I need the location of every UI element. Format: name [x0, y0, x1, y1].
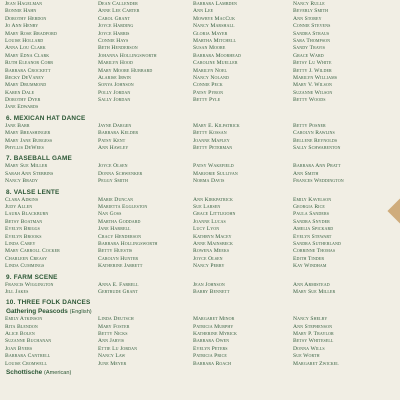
cast-name: June Meyer — [98, 360, 127, 367]
cast-name: Johanna Hollingsworth — [98, 52, 157, 59]
cast-row — [3, 211, 400, 218]
cast-name: Jean Hagelman — [5, 1, 43, 7]
cast-row — [3, 331, 400, 338]
cast-name — [187, 104, 285, 111]
cast-name: Marie Duncan — [98, 196, 134, 203]
cast-name: Nancy Marshall — [193, 23, 235, 30]
cast-name: Joyce Harding — [98, 23, 134, 30]
cast-name: Jean Johnson — [193, 281, 225, 288]
cast-row — [3, 163, 400, 170]
cast-name: Barbara Lambden — [193, 1, 238, 7]
cast-name: Nancy Law — [98, 353, 126, 360]
cast-name: Karen Dale — [5, 89, 35, 96]
cast-name: Suzanne Buchanan — [5, 338, 52, 345]
cast-name: Linda Carey — [5, 240, 36, 247]
cast-row — [3, 53, 400, 60]
cast-name: Gertrude Grant — [98, 288, 138, 295]
cast-name: Beth Henderson — [98, 45, 138, 52]
cast-row — [3, 204, 400, 211]
cast-name: Emily Kavelson — [293, 196, 332, 203]
cast-name: Evelyn Stewart — [293, 233, 332, 240]
cast-name: Carolyn Rawlins — [293, 130, 335, 137]
cast-row — [3, 97, 400, 104]
cast-name: Connie Peck — [193, 82, 223, 89]
cast-name: Phyllis DeWees — [5, 145, 45, 152]
cast-row — [3, 82, 400, 89]
cast-name: Marietta Eggleston — [98, 203, 148, 210]
cast-name: Betty Woods — [293, 97, 326, 104]
cast-name: Joanne Mapley — [193, 137, 230, 144]
cast-name: Sally Schwabenton — [293, 145, 341, 152]
cast-name: Mary Sue Miller — [5, 163, 48, 170]
cast-row — [3, 68, 400, 75]
cast-name: Rowena Meeks — [193, 248, 230, 255]
cast-name: Mary Rose Bradford — [5, 30, 57, 37]
cast-name: Marjorie Sullivan — [193, 170, 238, 177]
cast-name: Sally Jordan — [98, 97, 131, 104]
subheading-note: (American) — [44, 370, 72, 377]
cast-name: Ann Lee — [193, 8, 214, 15]
cast-name: Mary Drummond — [5, 82, 47, 89]
cast-name: Betsy Boatman — [5, 218, 43, 225]
cast-row — [3, 178, 400, 185]
cast-name: Barbara Roach — [193, 360, 232, 367]
cast-row — [3, 226, 400, 233]
cast-row — [3, 45, 400, 52]
cast-name: Ettie Lu Jordan — [98, 345, 138, 352]
cast-name: Cracy Henderson — [98, 233, 142, 240]
cast-row — [3, 289, 400, 296]
cast-name: Grace Littlejohn — [193, 211, 236, 218]
cast-name: Sarah Ann Stebbins — [5, 170, 54, 177]
cast-name: Peggy Smith — [98, 178, 129, 185]
cast-name: Sandy Travis — [293, 45, 326, 52]
cast-row — [3, 130, 400, 137]
subheading-title: Schottische — [6, 369, 43, 377]
cast-name: Anna E. Farrell — [98, 281, 139, 288]
cast-name: Anna Lou Clark — [5, 45, 46, 52]
cast-row — [3, 256, 400, 263]
cast-name: Patsy Kent — [98, 137, 126, 144]
cast-name: Connie Stevens — [293, 23, 331, 30]
cast-name: Rita Blendon — [5, 323, 38, 330]
cast-name: Nancy Perry — [193, 263, 225, 270]
cast-name: Patricia Price — [193, 353, 227, 360]
cast-name: Betty Nicks — [98, 331, 128, 338]
cast-name: Mary Edna Clark — [5, 52, 50, 59]
cast-row — [3, 145, 400, 152]
cast-name: Alice Bolen — [5, 331, 35, 338]
cast-name: Lucy Lyon — [193, 226, 220, 233]
cast-name: Ann Stephenson — [293, 323, 333, 330]
cast-name: Patsy Wakefield — [193, 163, 234, 170]
cast-name: Mary Carroll Cocker — [5, 248, 60, 255]
cast-name: Mary E. Kilpatrick — [193, 122, 240, 129]
cast-row — [3, 219, 400, 226]
cast-name: Marilyn Hood — [98, 60, 133, 67]
section-heading-valse-lente: 8. VALSE LENTE — [6, 188, 60, 196]
cast-name: Betsy Whitesell — [293, 338, 334, 345]
cast-name: Joyce Olsen — [98, 163, 128, 170]
cast-name: Becky DeVaney — [5, 74, 44, 81]
section-heading-baseball-game: 7. BASEBALL GAME — [6, 155, 72, 163]
cast-name: Charleen Creasy — [5, 255, 48, 262]
cast-name: Kay Windham — [293, 263, 327, 270]
cast-row — [3, 138, 400, 145]
cast-name: Ann Hawley — [98, 145, 129, 152]
cast-name: Mary V. Wilson — [293, 82, 332, 89]
cast-name: Donna Schwenker — [98, 170, 143, 177]
cast-list-mexican-hat-dance — [3, 123, 400, 153]
cast-row — [3, 90, 400, 97]
cast-row — [3, 123, 400, 130]
cast-name: Nancy Rulle — [293, 1, 325, 7]
cast-name: Ann Smith — [293, 170, 319, 177]
cast-name — [95, 104, 187, 111]
section-heading-three-folk-dances: 10. THREE FOLK DANCES — [6, 299, 91, 307]
cast-name: Mary Sue Miller — [293, 288, 336, 295]
cast-row — [3, 361, 400, 368]
cast-name: Dorothy Hebdon — [5, 15, 47, 22]
cast-name: Ann Armistead — [293, 281, 330, 288]
cast-name: Sonya Johnson — [98, 82, 134, 89]
cast-row — [3, 60, 400, 67]
cast-name: Dean Callender — [98, 1, 138, 7]
cast-name: Sandra Snyder — [293, 218, 330, 225]
cast-name: Frances Weddington — [293, 178, 344, 185]
cast-row — [3, 353, 400, 360]
cast-name: Katherine Jarrett — [98, 263, 143, 270]
cast-row — [3, 324, 400, 331]
cast-name: Ann Jarvis — [98, 338, 125, 345]
cast-row — [3, 234, 400, 241]
cast-name: Betty J. Wilder — [293, 67, 332, 74]
cast-name: Patsy Pyron — [193, 89, 224, 96]
cast-row — [3, 248, 400, 255]
cast-name: Joanne Lucas — [193, 218, 226, 225]
cast-name: Mary Breashinger — [5, 130, 51, 137]
cast-name: Evelyn Briggs — [5, 226, 41, 233]
cast-name: Margaret Zwickel — [293, 360, 339, 367]
cast-name: Alarise Irwin — [98, 74, 132, 81]
cast-name: Jayne Dargen — [98, 122, 132, 129]
cast-name: Barbara Ann Pratt — [293, 163, 341, 170]
cast-name: Jane Harrell — [98, 226, 131, 233]
cast-name: Carolyn Hunter — [98, 255, 139, 262]
cast-name: Paula Sanders — [293, 211, 330, 218]
cast-name: Evelyn Peters — [193, 345, 228, 352]
cast-name: Barbara Crockett — [5, 67, 51, 74]
cast-name: Patricia Murphy — [193, 323, 234, 330]
cast-name: Martha Mitchell — [193, 37, 237, 44]
cast-list-block — [3, 1, 400, 112]
cast-list-farm-scene — [3, 282, 400, 297]
cast-name: Margaret Minor — [193, 316, 235, 323]
cast-name: Marilyn Noel — [193, 67, 228, 74]
cast-name: Sue Worth — [293, 353, 320, 360]
cast-name: Marilyn Williams — [293, 74, 338, 81]
cast-row — [3, 316, 400, 323]
cast-name: Barry Bennett — [193, 288, 230, 295]
cast-name: Judy Allen — [5, 203, 33, 210]
cast-name: Caroline Mueller — [193, 60, 238, 67]
section-heading-farm-scene: 9. FARM SCENE — [6, 273, 58, 281]
cast-name: Linda Cummings — [5, 263, 45, 270]
cast-row — [3, 75, 400, 82]
cast-row — [3, 241, 400, 248]
cast-row — [3, 197, 400, 204]
cast-name: Francis Wiggington — [5, 281, 54, 288]
cast-name: Ann Kirkpatrick — [193, 196, 233, 203]
cast-name: Nan Goss — [98, 211, 122, 218]
cast-name: Mary Foster — [98, 323, 130, 330]
subheading-gathering-peascods — [3, 307, 400, 316]
subheading-title: Gathering Peascods — [6, 308, 68, 316]
cast-name: Sandra Sutherland — [293, 240, 341, 247]
cast-name: Donna Wills — [293, 345, 325, 352]
cast-name: Louise Hollard — [5, 37, 44, 44]
cast-name: Ann Storey — [293, 15, 322, 22]
cast-name — [285, 104, 393, 111]
cast-row — [3, 8, 400, 15]
cast-name: Joyce Harris — [98, 30, 130, 37]
cast-name: Corrinne Thomas — [293, 248, 336, 255]
cast-name: Nancy Brady — [5, 178, 38, 185]
cast-row — [3, 38, 400, 45]
cast-name: Sandra Straus — [293, 30, 330, 37]
cast-name: Barbara Hollingsworth — [98, 240, 158, 247]
cast-name: Emily Atkinson — [5, 316, 43, 323]
cast-name: Mary Jane Burgess — [5, 137, 53, 144]
cast-name: Betsy Lu White — [293, 60, 332, 67]
cast-name: Georgia Rice — [293, 203, 325, 210]
cast-name: Susan Moore — [193, 45, 226, 52]
cast-name: Bellene Reynolds — [293, 137, 338, 144]
cast-name: Martha Goddard — [98, 218, 141, 225]
cast-name: Betty Pyle — [193, 97, 221, 104]
cast-name: Dorothy Dyer — [5, 97, 41, 104]
cast-name: Linda Deutsch — [98, 316, 134, 323]
cast-name: Anne Mainsbeck — [193, 240, 234, 247]
cast-row — [3, 171, 400, 178]
cast-name: Bonnie Hahn — [5, 8, 37, 15]
cast-row — [3, 23, 400, 30]
cast-name: Sara Thompson — [293, 37, 331, 44]
cast-name: Mary P. Traylor — [293, 331, 334, 338]
cast-name: Evelyn Brooks — [5, 233, 42, 240]
subheading-schottische — [3, 368, 400, 377]
cast-name: Ruth Eleanor Cobb — [5, 60, 54, 67]
cast-name: Barbara Owen — [193, 338, 230, 345]
cast-name: Mowrye MacCuk — [193, 15, 236, 22]
cast-name: Barbara Kelder — [98, 130, 139, 137]
cast-name: Anne Lee Carter — [98, 8, 140, 15]
cast-row — [3, 31, 400, 38]
cast-name: Mary Moore Hubbard — [98, 67, 153, 74]
cast-name: Edith Tinder — [293, 255, 325, 262]
cast-row — [3, 1, 400, 8]
cast-row — [3, 16, 400, 23]
cast-name: Amelia Spickard — [293, 226, 334, 233]
cast-name: Nancy Noland — [193, 74, 230, 81]
cast-name: Betty Kossan — [193, 130, 227, 137]
cast-name: Carol Grant — [98, 15, 131, 22]
cast-name: Betty Posner — [293, 122, 326, 129]
cast-row — [3, 338, 400, 345]
cast-name: Connie Hays — [98, 37, 129, 44]
cast-row — [3, 346, 400, 353]
cast-name: Polly Jordan — [98, 89, 131, 96]
cast-name: Gloria Mayer — [193, 30, 228, 37]
cast-name: Joan Byers — [5, 345, 33, 352]
cast-name: Joyce Olsen — [193, 255, 223, 262]
section-heading-mexican-hat-dance: 6. MEXICAN HAT DANCE — [6, 114, 86, 122]
cast-name: Clara Adkins — [5, 196, 39, 203]
cast-name: Norma Davis — [193, 178, 225, 185]
cast-name: Betty Huestis — [98, 248, 133, 255]
cast-row — [3, 282, 400, 289]
cast-name: Betty Peterman — [193, 145, 233, 152]
cast-row — [3, 263, 400, 270]
cast-name: Sue Larsen — [193, 203, 221, 210]
cast-name: Jo Ann Henry — [5, 23, 39, 30]
cast-name: Kathryn Macey — [193, 233, 232, 240]
subheading-note: (English) — [69, 309, 92, 316]
cast-name: Suzanne Wilson — [293, 89, 333, 96]
cast-name: Jane Barr — [5, 122, 30, 129]
cast-list-gathering-peascods — [3, 316, 400, 368]
cast-name: Nancy Shelby — [293, 316, 328, 323]
cast-name: Jane Edwards — [5, 104, 39, 111]
cast-name: Beverly Smith — [293, 8, 329, 15]
cast-name: Laura Blackburn — [5, 211, 49, 218]
cast-name: Louise Cromwell — [5, 360, 48, 367]
cast-list-baseball-game — [3, 163, 400, 185]
cast-name: Barbara Moorhead — [193, 52, 241, 59]
cast-list-valse-lente — [3, 197, 400, 271]
cast-name: Jill Jakes — [5, 288, 29, 295]
cast-name: Barbara Cantrell — [5, 353, 51, 360]
cast-row — [3, 104, 400, 111]
cast-name: Grace Ward — [293, 52, 324, 59]
cast-name: Katherine Myrick — [193, 331, 238, 338]
